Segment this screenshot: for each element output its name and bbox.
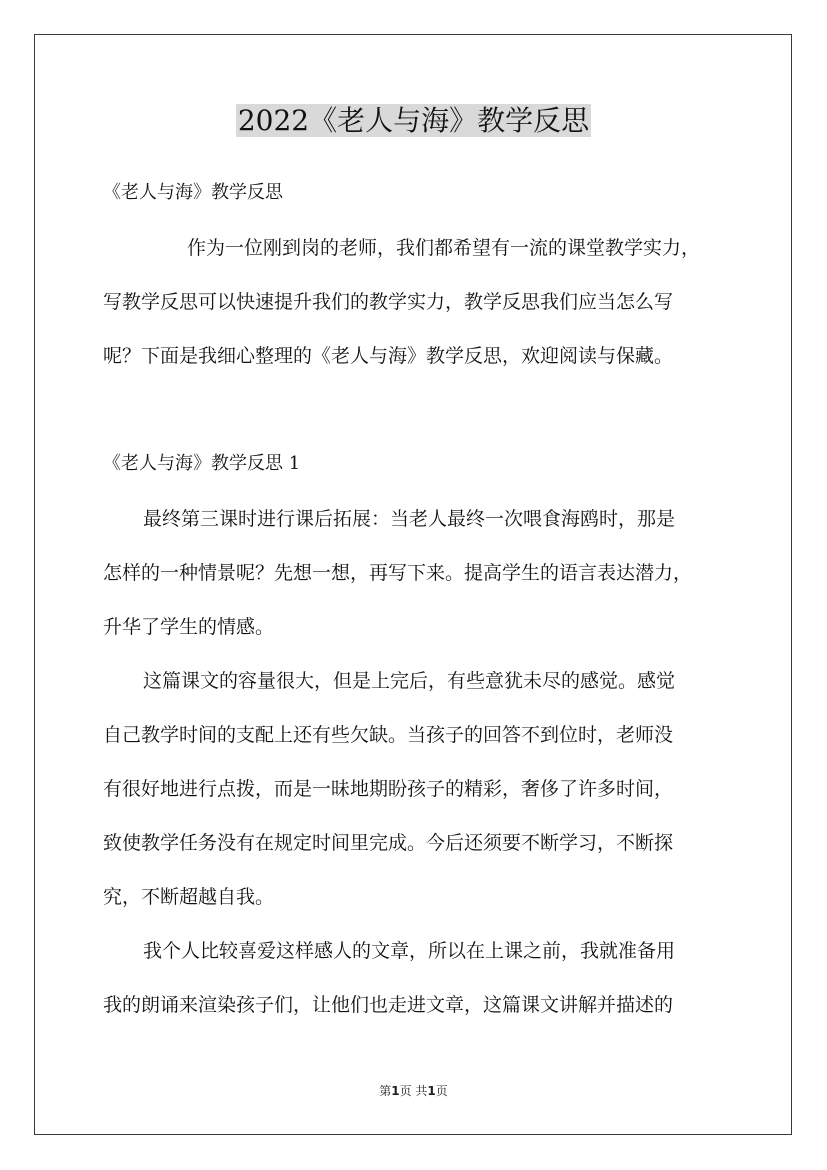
page-suffix: 页 [435,1084,448,1098]
document-title [0,100,827,142]
paragraph-2-line-3: 有很好地进行点拨，而是一昧地期盼孩子的精彩，奢侈了许多时间， [103,778,674,800]
intro-line-3: 呢？下面是我细心整理的《老人与海》教学反思，欢迎阅读与保藏。 [103,345,674,367]
paragraph-2-line-2: 自己教学时间的支配上还有些欠缺。当孩子的回答不到位时，老师没 [103,724,674,746]
intro-line-2: 写教学反思可以快速提升我们的教学实力，教学反思我们应当怎么写 [103,291,674,313]
page-footer [0,1083,827,1099]
paragraph-2-line-1: 这篇课文的容量很大，但是上完后，有些意犹未尽的感觉。感觉 [143,670,676,692]
paragraph-1-line-2: 怎样的一种情景呢？先想一想，再写下来。提高学生的语言表达潜力， [103,562,693,584]
paragraph-3-line-1: 我个人比较喜爱这样感人的文章，所以在上课之前，我就准备用 [143,940,676,962]
paragraph-3-line-2: 我的朗诵来渲染孩子们，让他们也走进文章，这篇课文讲解并描述的 [103,994,674,1016]
intro-heading: 《老人与海》教学反思 [103,182,283,203]
paragraph-2-line-5: 究，不断超越自我。 [103,886,275,908]
paragraph-1-line-3: 升华了学生的情感。 [103,616,275,638]
section-1-heading: 《老人与海》教学反思 1 [103,453,301,474]
page-mid: 页 共 [399,1084,428,1098]
page-prefix: 第 [379,1084,392,1098]
document-title-text: 2022《老人与海》教学反思 [237,104,590,137]
paragraph-1-line-1: 最终第三课时进行课后拓展：当老人最终一次喂食海鸥时，那是 [143,508,676,530]
intro-line-1: 作为一位刚到岗的老师，我们都希望有一流的课堂教学实力， [187,237,701,259]
current-page-number: 1 [391,1084,400,1098]
paragraph-2-line-4: 致使教学任务没有在规定时间里完成。今后还须要不断学习，不断探 [103,832,674,854]
total-page-number: 1 [427,1084,436,1098]
